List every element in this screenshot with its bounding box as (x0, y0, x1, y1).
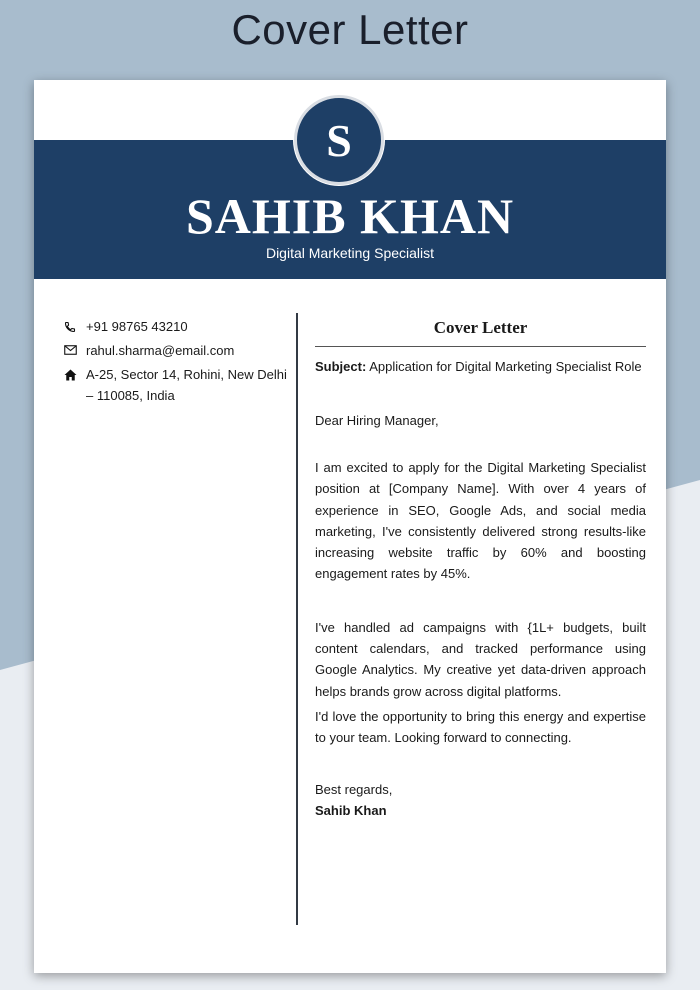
candidate-role: Digital Marketing Specialist (265, 245, 435, 261)
address-text: A-25, Sector 14, Rohini, New Delhi – 110085, India (86, 367, 287, 403)
phone-text[interactable]: +91 98765 43210 (86, 319, 188, 334)
candidate-name: SAHIB KHAN (185, 188, 515, 244)
contact-section (64, 319, 289, 412)
home-icon (64, 367, 86, 381)
letter-heading: Cover Letter (315, 318, 646, 347)
subject-label: Subject: (315, 359, 367, 374)
contact-address (64, 367, 289, 406)
page-title: Cover Letter (231, 6, 469, 53)
column-divider (296, 313, 298, 925)
mail-icon (64, 343, 86, 355)
contact-email (64, 343, 289, 361)
cover-letter (315, 318, 646, 821)
contact-phone (64, 319, 289, 337)
phone-icon (64, 319, 86, 333)
letter-subject (315, 358, 646, 376)
letter-greeting: Dear Hiring Manager, (315, 413, 439, 428)
letter-paragraph: I've handled ad campaigns with {1L+ budgets, built content calendars, and tracked performance using Google Analytics. My creative yet data-driven approach helps brands grow across digital platforms. (315, 619, 646, 699)
resume-sheet (34, 80, 666, 973)
email-text[interactable]: rahul.sharma@email.com (86, 343, 235, 358)
letter-signature: Sahib Khan (315, 802, 387, 818)
monogram-badge: S (294, 95, 384, 185)
subject-text: Application for Digital Marketing Specialist Role (369, 359, 642, 374)
letter-paragraph: I am excited to apply for the Digital Marketing Specialist position at [Company Name]. With over 4 years of experience in SEO, Google Ads, and social media marketing, I've consistently delivered strong results-like increasing website traffic by 60% and boosting engagement rates by 45%. (315, 460, 646, 582)
letter-closing: Best regards, (315, 781, 393, 797)
letter-paragraph: I'd love the opportunity to bring this energy and expertise to your team. Looking forward to connecting. (315, 708, 646, 746)
